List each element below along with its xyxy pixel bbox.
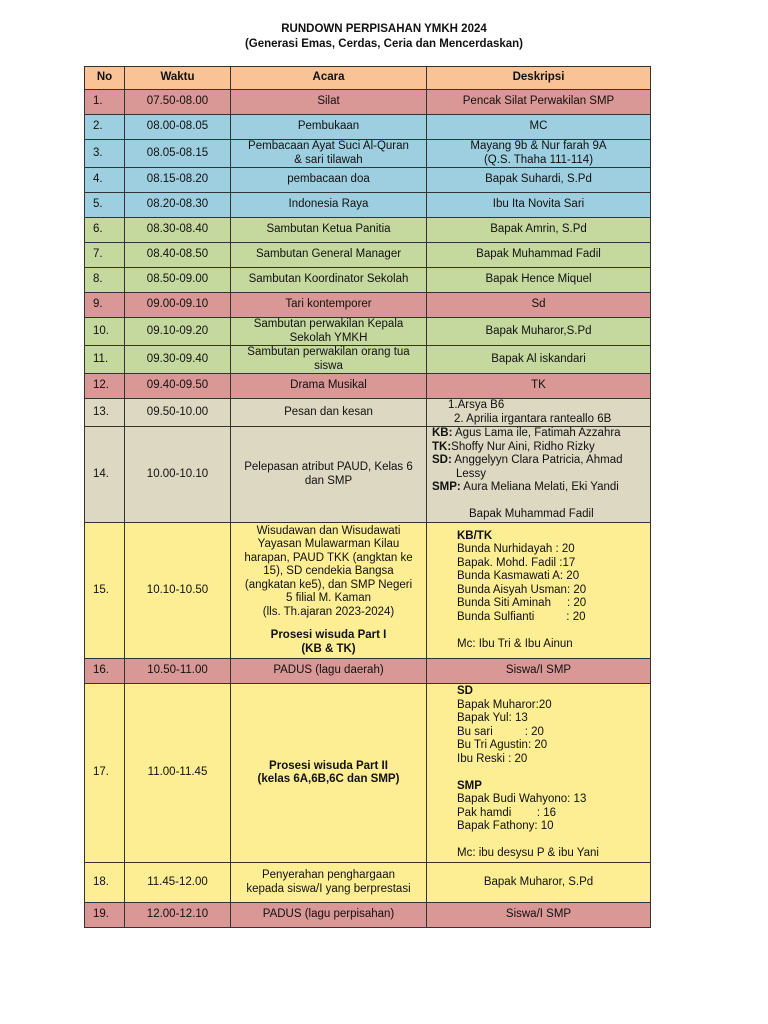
row-time: 08.00-08.05 <box>125 115 231 140</box>
acara-line: Prosesi wisuda Part I <box>270 629 387 642</box>
rundown-table <box>84 66 651 928</box>
desk-text: Shoffy Nur Aini, Ridho Rizky <box>451 440 595 453</box>
acara-line: Sambutan perwakilan orang tua <box>247 346 410 358</box>
row-deskripsi: Bapak Amrin, S.Pd <box>427 218 651 243</box>
acara-line: (angkatan ke5), dan SMP Negeri <box>244 578 413 591</box>
row-acara <box>231 523 427 659</box>
row-no: 9. <box>85 293 125 318</box>
row-no: 4. <box>85 168 125 193</box>
desk-label: SD: <box>432 454 452 466</box>
row-deskripsi: Sd <box>427 293 651 318</box>
row-acara: Sambutan General Manager <box>231 243 427 268</box>
row-no: 14. <box>85 427 125 523</box>
desk-text: Aura Meliana Melati, Eki Yandi <box>460 481 619 493</box>
row-deskripsi: TK <box>427 374 651 399</box>
table-row <box>85 90 651 115</box>
row-time: 08.40-08.50 <box>125 243 231 268</box>
desk-line: Lessy <box>456 467 487 480</box>
table-header-row <box>85 67 651 90</box>
row-acara: PADUS (lagu perpisahan) <box>231 903 427 928</box>
row-no: 2. <box>85 115 125 140</box>
acara-line: 5 filial M. Kaman <box>285 592 371 605</box>
row-deskripsi: Bapak Al iskandari <box>427 346 651 374</box>
desk-line <box>432 454 647 468</box>
desk-line: SD <box>457 685 473 698</box>
row-no: 15. <box>85 523 125 659</box>
row-no: 18. <box>85 863 125 903</box>
row-acara <box>231 427 427 523</box>
row-time: 11.45-12.00 <box>125 863 231 903</box>
row-time: 09.50-10.00 <box>125 399 231 427</box>
row-acara <box>231 140 427 168</box>
desk-line: Bu Tri Agustin: 20 <box>457 739 548 752</box>
desk-line: Bapak Fathony: 10 <box>457 820 554 833</box>
acara-line: dan SMP <box>304 474 353 487</box>
document-title: RUNDOWN PERPISAHAN YMKH 2024 <box>281 23 487 35</box>
row-time: 07.50-08.00 <box>125 90 231 115</box>
acara-line: Pelepasan atribut PAUD, Kelas 6 <box>244 461 413 473</box>
desk-line: Mayang 9b & Nur farah 9A <box>470 140 607 152</box>
row-time: 09.00-09.10 <box>125 293 231 318</box>
row-time: 09.10-09.20 <box>125 318 231 346</box>
row-acara <box>231 346 427 374</box>
acara-line: siswa <box>314 359 343 372</box>
row-time: 09.40-09.50 <box>125 374 231 399</box>
desk-line: Bapak Muhammad Fadil <box>469 508 594 520</box>
row-acara: Sambutan Koordinator Sekolah <box>231 268 427 293</box>
row-acara: pembacaan doa <box>231 168 427 193</box>
row-acara: Sambutan Ketua Panitia <box>231 218 427 243</box>
row-deskripsi <box>427 523 651 659</box>
row-acara: PADUS (lagu daerah) <box>231 659 427 684</box>
acara-line: (lls. Th.ajaran 2023-2024) <box>262 605 395 618</box>
table-row <box>85 268 651 293</box>
row-no: 11. <box>85 346 125 374</box>
desk-line: Pak hamdi : 16 <box>457 806 557 819</box>
table-row <box>85 863 651 903</box>
table-row <box>85 318 651 346</box>
row-time: 08.20-08.30 <box>125 193 231 218</box>
row-no: 6. <box>85 218 125 243</box>
row-time: 09.30-09.40 <box>125 346 231 374</box>
row-deskripsi: Bapak Muharor, S.Pd <box>427 863 651 903</box>
row-deskripsi: Siswa/I SMP <box>427 659 651 684</box>
desk-line: Bunda Nurhidayah : 20 <box>457 543 575 556</box>
row-acara <box>231 863 427 903</box>
acara-line: Prosesi wisuda Part II <box>269 759 388 772</box>
row-time: 10.50-11.00 <box>125 659 231 684</box>
acara-line: & sari tilawah <box>294 153 363 166</box>
row-acara <box>231 684 427 863</box>
desk-line <box>432 427 647 441</box>
row-time: 12.00-12.10 <box>125 903 231 928</box>
row-deskripsi <box>427 140 651 168</box>
desk-line: Bunda Sulfianti : 20 <box>457 610 586 623</box>
table-row <box>85 427 651 523</box>
desk-line: Ibu Reski : 20 <box>457 752 528 765</box>
acara-line: Pembacaan Ayat Suci Al-Quran <box>248 140 409 152</box>
row-no: 19. <box>85 903 125 928</box>
row-time: 08.15-08.20 <box>125 168 231 193</box>
acara-line: kepada siswa/I yang berprestasi <box>246 882 411 895</box>
row-no: 10. <box>85 318 125 346</box>
desk-line: Bunda Siti Aminah : 20 <box>457 597 587 610</box>
desk-line: Bunda Kasmawati A: 20 <box>457 570 580 583</box>
desk-line: (Q.S. Thaha 111-114) <box>483 153 594 166</box>
acara-line: Sambutan perwakilan Kepala <box>253 318 404 330</box>
desk-line <box>432 441 647 455</box>
acara-line: Wisudawan dan Wisudawati <box>256 524 401 537</box>
desk-line: Mc: Ibu Tri & Ibu Ainun <box>457 637 573 650</box>
row-deskripsi <box>427 399 651 427</box>
desk-label: SMP: <box>432 481 461 493</box>
desk-line: 2. Aprilia irgantara ranteallo 6B <box>454 412 612 425</box>
desk-label: KB: <box>432 427 453 439</box>
table-row <box>85 903 651 928</box>
desk-line <box>457 624 647 638</box>
desk-label: TK: <box>432 440 452 453</box>
table-row <box>85 659 651 684</box>
row-no: 17. <box>85 684 125 863</box>
row-acara: Silat <box>231 90 427 115</box>
header-deskripsi: Deskripsi <box>427 67 651 90</box>
row-time: 11.00-11.45 <box>125 684 231 863</box>
desk-line <box>457 834 647 848</box>
acara-line: harapan, PAUD TKK (angktan ke <box>244 551 413 564</box>
table-row <box>85 523 651 659</box>
row-deskripsi: Bapak Hence Miquel <box>427 268 651 293</box>
document-subtitle: (Generasi Emas, Cerdas, Ceria dan Mencerdaskan) <box>244 38 524 50</box>
desk-line: Bapak Budi Wahyono: 13 <box>457 793 587 806</box>
row-no: 3. <box>85 140 125 168</box>
row-time: 08.50-09.00 <box>125 268 231 293</box>
header-acara: Acara <box>231 67 427 90</box>
row-acara: Drama Musikal <box>231 374 427 399</box>
desk-line: Bapak Yul: 13 <box>457 712 528 725</box>
desk-text: Anggelyyn Clara Patricia, Ahmad <box>451 454 623 466</box>
desk-line <box>457 766 647 780</box>
acara-line: Sekolah YMKH <box>289 331 368 344</box>
table-row <box>85 374 651 399</box>
row-deskripsi: Siswa/I SMP <box>427 903 651 928</box>
desk-line: SMP <box>457 779 482 792</box>
table-row <box>85 293 651 318</box>
row-no: 13. <box>85 399 125 427</box>
row-time: 10.10-10.50 <box>125 523 231 659</box>
table-row <box>85 399 651 427</box>
row-deskripsi: Ibu Ita Novita Sari <box>427 193 651 218</box>
row-time: 08.05-08.15 <box>125 140 231 168</box>
row-no: 1. <box>85 90 125 115</box>
row-deskripsi: Bapak Muhammad Fadil <box>427 243 651 268</box>
row-deskripsi: Bapak Muharor,S.Pd <box>427 318 651 346</box>
acara-line: 15), SD cendekia Bangsa <box>263 565 394 578</box>
desk-line: 1.Arsya B6 <box>448 399 505 411</box>
row-no: 16. <box>85 659 125 684</box>
row-acara <box>231 318 427 346</box>
row-no: 5. <box>85 193 125 218</box>
row-deskripsi <box>427 427 651 523</box>
table-row <box>85 684 651 863</box>
header-no: No <box>85 67 125 90</box>
row-deskripsi: Pencak Silat Perwakilan SMP <box>427 90 651 115</box>
row-time: 10.00-10.10 <box>125 427 231 523</box>
row-acara: Pembukaan <box>231 115 427 140</box>
row-time: 08.30-08.40 <box>125 218 231 243</box>
row-deskripsi <box>427 684 651 863</box>
table-row <box>85 115 651 140</box>
row-acara: Indonesia Raya <box>231 193 427 218</box>
desk-line: Mc: ibu desysu P & ibu Yani <box>457 847 599 860</box>
acara-line: (KB & TK) <box>301 642 356 655</box>
header-waktu: Waktu <box>125 67 231 90</box>
desk-line <box>432 481 647 495</box>
table-row <box>85 193 651 218</box>
row-acara: Tari kontemporer <box>231 293 427 318</box>
row-deskripsi: Bapak Suhardi, S.Pd <box>427 168 651 193</box>
desk-line: KB/TK <box>457 529 493 542</box>
row-no: 12. <box>85 374 125 399</box>
acara-line: Penyerahan penghargaan <box>261 869 395 881</box>
row-no: 7. <box>85 243 125 268</box>
row-acara: Pesan dan kesan <box>231 399 427 427</box>
table-row <box>85 168 651 193</box>
acara-line: (kelas 6A,6B,6C dan SMP) <box>257 773 400 785</box>
row-deskripsi: MC <box>427 115 651 140</box>
table-row <box>85 140 651 168</box>
desk-line <box>432 495 647 509</box>
table-row <box>85 218 651 243</box>
acara-line: Yayasan Mulawarman Kilau <box>257 538 400 551</box>
desk-line: Bapak. Mohd. Fadil :17 <box>457 556 576 569</box>
table-row <box>85 346 651 374</box>
desk-text: Agus Lama ile, Fatimah Azzahra <box>452 427 621 439</box>
table-row <box>85 243 651 268</box>
row-no: 8. <box>85 268 125 293</box>
desk-line: Bapak Muharor:20 <box>457 698 552 711</box>
desk-line: Bu sari : 20 <box>457 725 544 738</box>
desk-line: Bunda Aisyah Usman: 20 <box>457 583 587 596</box>
